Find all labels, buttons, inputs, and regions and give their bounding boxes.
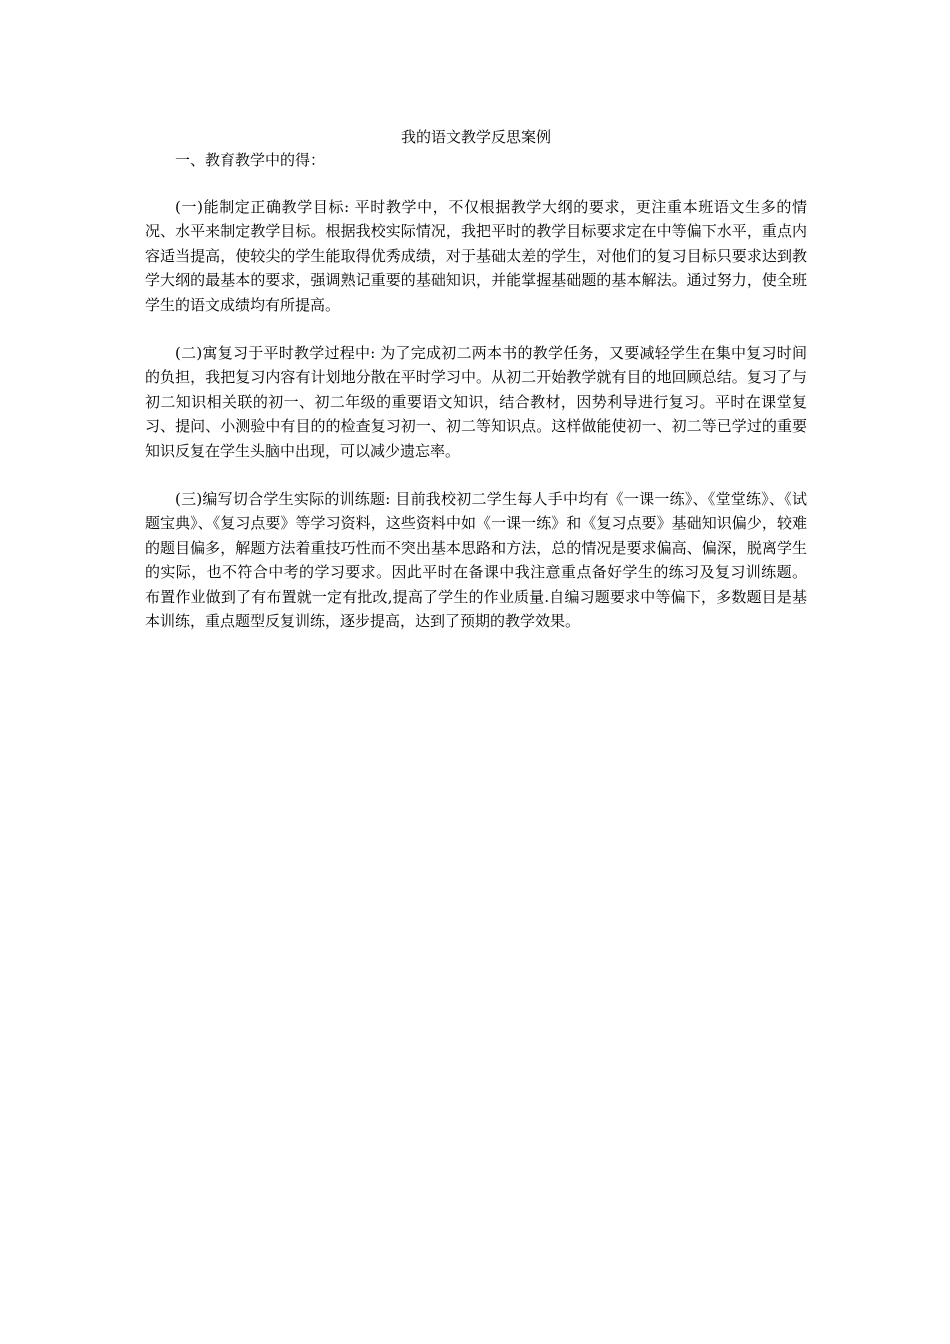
document-title: 我的语文教学反思案例 <box>400 128 551 146</box>
paragraph-3: (三)编写切合学生实际的训练题: 目前我校初二学生每人手中均有《一课一练》、《堂堂练》、《试题宝典》、《复习点要》等学习资料，这些资料中如《一课一练》和《复习点要》基础知识偏少，较难的题目偏多，解题方法着重技巧性而不突出基本思路和方法，总的情况是要求偏高、偏深，脱离学生的实际，也不符合中考的学习要求。因此平时在备课中我注意重点备好学生的练习及复习训练题。 布置作业做到了有布置就一定有批改,提高了学生的作业质量.自编习题要求中等偏下，多数题目是基本训练，重点题型反复训练，逐步提高，达到了预期的教学效果。 <box>145 490 807 631</box>
paragraph-1: (一)能制定正确教学目标: 平时教学中，不仅根据教学大纲的要求，更注重本班语文生多的情况、水平来制定教学目标。根据我校实际情况，我把平时的教学目标要求定在中等偏下水平，重点内容适当提高，使较尖的学生能取得优秀成绩，对于基础太差的学生，对他们的复习目标只要求达到教学大纲的最基本的要求，强调熟记重要的基础知识，并能掌握基础题的基本解法。通过努力，使全班学生的语文成绩均有所提高。 <box>145 198 807 314</box>
document-page <box>145 126 807 634</box>
paragraph-2: (二)寓复习于平时教学过程中: 为了完成初二两本书的教学任务，又要减轻学生在集中复习时间的负担，我把复习内容有计划地分散在平时学习中。从初二开始教学就有目的地回顾总结。复习了与初二知识相关联的初一、初二年级的重要语文知识，结合教材，因势利导进行复习。平时在课堂复习、提问、小测验中有目的的检查复习初一、初二等知识点。这样做能使初一、初二等已学过的重要知识反复在学生头脑中出现，可以减少遗忘率。 <box>145 344 807 460</box>
section-heading: 一、教育教学中的得： <box>175 151 326 169</box>
